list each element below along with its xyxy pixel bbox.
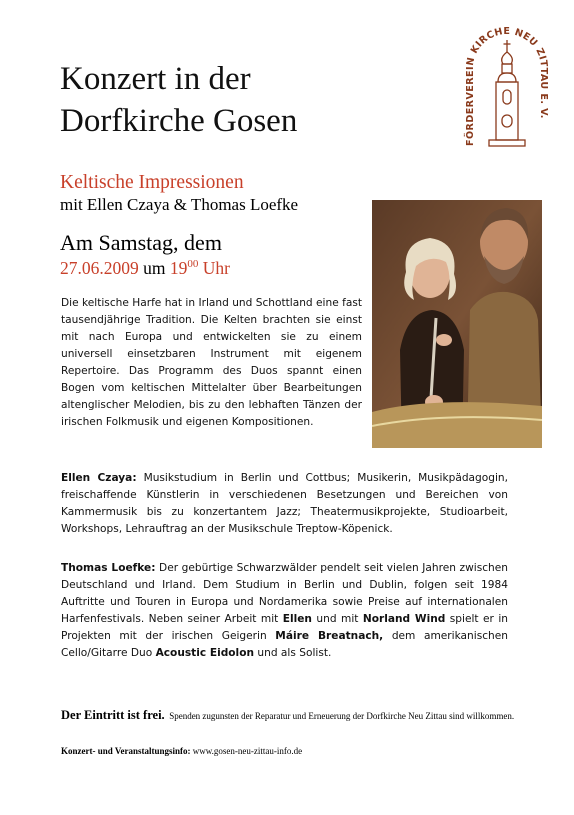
church-tower-icon — [489, 40, 525, 146]
bio-thomas-text-4: dem amerikanischen Cello/Gitarre Duo — [61, 630, 508, 659]
logo-text: FÖRDERVEREIN KIRCHE NEU ZITTAU E. V. — [464, 25, 550, 146]
event-subtitle: Keltische Impressionen — [60, 172, 244, 193]
bio-thomas-ellen: Ellen — [282, 613, 312, 625]
admission-note — [61, 709, 521, 722]
event-day-label: Am Samstag, dem — [60, 230, 222, 255]
intro-paragraph: Die keltische Harfe hat in Irland und Schottland eine fast tausendjährige Tradition. Die Kelten brachten sie einst mit nach Europa und entwickelten sie zu einem universell einsetzbaren Instrument mit eigenem Repertoire. Das Programm des Duos spannt einen Bogen vom keltischen Mittelalter über Bearbeitungen altenglischer Melodien, bis zu den lebhaften Tänzen der irischen Folkmusik und eigenen Kompositionen. — [61, 297, 362, 428]
event-artists: mit Ellen Czaya & Thomas Loefke — [60, 195, 299, 214]
bio-ellen-name: Ellen Czaya: — [61, 472, 137, 484]
bio-thomas-text-3: spielt er in Projekten mit der irischen Geigerin — [61, 613, 508, 642]
page-title — [60, 58, 420, 142]
church-association-logo — [455, 18, 559, 160]
bio-ellen — [61, 470, 508, 538]
bio-thomas-acoustic: Acoustic Eidolon — [155, 647, 255, 659]
event-minutes: 00 — [187, 258, 199, 270]
info-url[interactable]: www.gosen-neu-zittau-info.de — [192, 746, 303, 756]
event-hour: 19 — [169, 258, 188, 278]
title-line-1: Konzert in der — [60, 61, 251, 97]
bio-thomas-norland: Norland Wind — [362, 613, 446, 625]
info-label: Konzert- und Veranstaltungsinfo: — [61, 746, 191, 756]
bio-thomas — [61, 560, 508, 662]
bio-thomas-name: Thomas Loefke: — [61, 562, 156, 574]
bio-thomas-maire: Máire Breatnach, — [275, 630, 384, 642]
event-date: 27.06.2009 — [60, 258, 139, 278]
event-date-time — [60, 258, 230, 279]
bio-thomas-text-1: Der gebürtige Schwarzwälder pendelt seit vielen Jahren zwischen Deutschland und Irland. Dem Studium in Berlin und Dublin, folgen seit 1984 Auftritte und Touren in Europa und Nordamerika sowie Preise auf internationalen Harfenfestivals. Neben seiner Arbeit mit — [61, 562, 508, 625]
title-line-2: Dorfkirche Gosen — [60, 103, 298, 139]
bio-thomas-text-2: und mit — [316, 613, 359, 625]
donation-text: Spenden zugunsten der Reparatur und Erneuerung der Dorfkirche Neu Zittau sind willkommen. — [169, 711, 515, 721]
bio-thomas-text-5: und als Solist. — [257, 647, 332, 659]
event-uhr: Uhr — [202, 258, 230, 278]
bio-ellen-text: Musikstudium in Berlin und Cottbus; Musikerin, Musikpädagogin, freischaffende Künstlerin in verschiedenen Besetzungen und Bereichen von Kammermusik bis zu konzertantem Jazz; Theatermusikprojekte, Studioarbeit, Workshops, Lehrauftrag an der Musikschule Treptow-Köpenick. — [61, 472, 509, 535]
musicians-photo — [372, 200, 542, 448]
info-line — [61, 746, 302, 756]
admission-text: Der Eintritt ist frei. — [61, 708, 165, 722]
event-um: um — [143, 258, 166, 278]
